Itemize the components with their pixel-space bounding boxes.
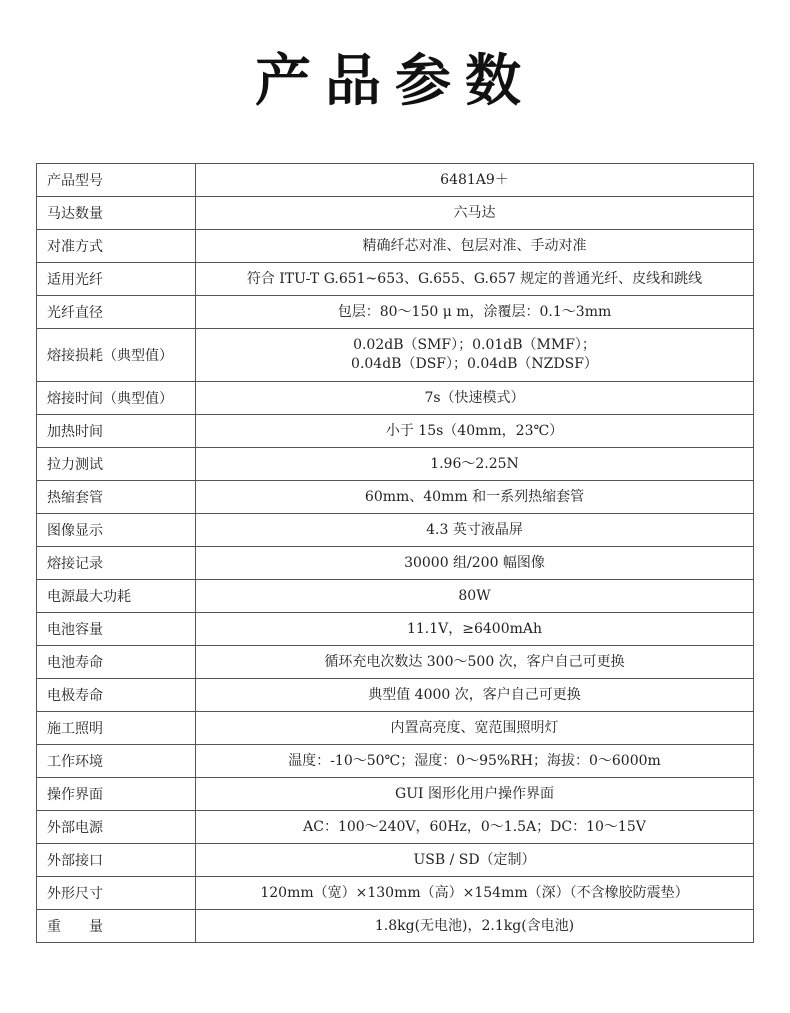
spec-row (37, 844, 754, 877)
spec-label: 熔接时间（典型值） (37, 382, 196, 415)
spec-row (37, 613, 754, 646)
spec-label: 熔接记录 (37, 547, 196, 580)
spec-value: 120mm（宽）×130mm（高）×154mm（深）（不含橡胶防震垫） (196, 877, 754, 910)
spec-value: 30000 组/200 幅图像 (196, 547, 754, 580)
spec-value: 60mm、40mm 和一系列热缩套管 (196, 481, 754, 514)
spec-row (37, 514, 754, 547)
spec-label: 图像显示 (37, 514, 196, 547)
spec-label: 电池容量 (37, 613, 196, 646)
spec-value: 六马达 (196, 197, 754, 230)
spec-value: 6481A9＋ (196, 164, 754, 197)
spec-value: 精确纤芯对准、包层对准、手动对准 (196, 230, 754, 263)
spec-row (37, 230, 754, 263)
spec-row (37, 415, 754, 448)
spec-value: GUI 图形化用户操作界面 (196, 778, 754, 811)
spec-value: 包层：80～150 μ m，涂覆层：0.1～3mm (196, 296, 754, 329)
spec-label: 重 量 (37, 910, 196, 943)
spec-label: 施工照明 (37, 712, 196, 745)
spec-value: 1.8kg(无电池)，2.1kg(含电池) (196, 910, 754, 943)
spec-value: 1.96～2.25N (196, 448, 754, 481)
spec-label: 拉力测试 (37, 448, 196, 481)
spec-row (37, 547, 754, 580)
spec-label: 电池寿命 (37, 646, 196, 679)
spec-row (37, 263, 754, 296)
spec-value: 小于 15s（40mm，23℃） (196, 415, 754, 448)
spec-label: 电源最大功耗 (37, 580, 196, 613)
spec-row (37, 329, 754, 382)
spec-label: 工作环境 (37, 745, 196, 778)
spec-value: USB / SD（定制） (196, 844, 754, 877)
spec-row (37, 646, 754, 679)
spec-row (37, 382, 754, 415)
spec-row (37, 811, 754, 844)
spec-value: 温度：-10～50℃；湿度：0～95%RH；海拔：0～6000m (196, 745, 754, 778)
spec-row (37, 580, 754, 613)
spec-label: 操作界面 (37, 778, 196, 811)
spec-value: AC：100～240V，60Hz，0～1.5A；DC：10～15V (196, 811, 754, 844)
spec-row (37, 745, 754, 778)
spec-label: 适用光纤 (37, 263, 196, 296)
spec-table-body (37, 164, 754, 943)
spec-value (196, 329, 754, 382)
spec-label: 对准方式 (37, 230, 196, 263)
spec-label: 熔接损耗（典型值） (37, 329, 196, 382)
spec-row (37, 296, 754, 329)
spec-row (37, 197, 754, 230)
spec-label: 热缩套管 (37, 481, 196, 514)
spec-value: 内置高亮度、宽范围照明灯 (196, 712, 754, 745)
spec-label: 产品型号 (37, 164, 196, 197)
spec-value-line: 0.02dB（SMF）；0.01dB（MMF）； (353, 337, 596, 353)
spec-value: 4.3 英寸液晶屏 (196, 514, 754, 547)
spec-row (37, 481, 754, 514)
spec-label: 光纤直径 (37, 296, 196, 329)
spec-row (37, 679, 754, 712)
spec-row (37, 910, 754, 943)
spec-label: 外部接口 (37, 844, 196, 877)
spec-row (37, 877, 754, 910)
spec-row (37, 164, 754, 197)
spec-value: 符合 ITU-T G.651~653、G.655、G.657 规定的普通光纤、皮线和跳线 (196, 263, 754, 296)
spec-label: 马达数量 (37, 197, 196, 230)
spec-label: 外部电源 (37, 811, 196, 844)
spec-label: 电极寿命 (37, 679, 196, 712)
spec-value: 循环充电次数达 300～500 次，客户自己可更换 (196, 646, 754, 679)
spec-value: 典型值 4000 次，客户自己可更换 (196, 679, 754, 712)
spec-value: 80W (196, 580, 754, 613)
spec-row (37, 448, 754, 481)
spec-row (37, 778, 754, 811)
spec-label: 外形尺寸 (37, 877, 196, 910)
page-title: 产品参数 (255, 49, 535, 114)
spec-value: 7s（快速模式） (196, 382, 754, 415)
spec-row (37, 712, 754, 745)
spec-value: 11.1V，≥6400mAh (196, 613, 754, 646)
spec-table (36, 163, 754, 943)
spec-label: 加热时间 (37, 415, 196, 448)
spec-value-line: 0.04dB（DSF）；0.04dB（NZDSF） (351, 356, 598, 372)
